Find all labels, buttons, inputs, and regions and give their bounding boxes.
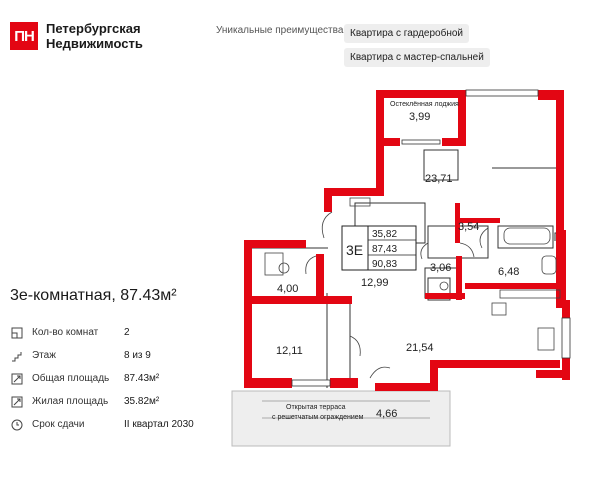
room-area-bedroom-1: 23,71 — [425, 173, 453, 185]
feature-tag-master-bedroom[interactable]: Квартира с мастер-спальней — [344, 48, 490, 67]
room-area-loggia: 3,99 — [409, 111, 431, 123]
feature-tag-wardrobe[interactable]: Квартира с гардеробной — [344, 24, 469, 43]
plan-area-full: 90,83 — [372, 259, 398, 270]
plan-type-box — [342, 226, 416, 270]
floor-plan — [220, 78, 590, 458]
info-value: 35.82м² — [124, 396, 160, 407]
info-value: 8 из 9 — [124, 350, 151, 361]
info-row-rooms — [10, 321, 210, 344]
area-icon — [10, 372, 24, 386]
room-area-bathroom-2: 4,00 — [277, 283, 299, 295]
plan-type: 3Е — [346, 242, 364, 258]
clock-icon — [10, 418, 24, 432]
loggia-label: Остеклённая лоджия — [390, 101, 459, 108]
terrace-label-2: с решетчатым ограждением — [272, 414, 364, 421]
area-icon — [10, 395, 24, 409]
brand-name-line1: Петербургская — [46, 21, 141, 36]
info-value: 87.43м² — [124, 373, 160, 384]
room-area-terrace: 4,66 — [376, 408, 398, 420]
room-area-hall: 12,99 — [361, 277, 389, 289]
info-row-total-area — [10, 367, 210, 390]
plan-area-total: 87,43 — [372, 244, 398, 255]
apartment-title: 3е-комнатная, 87.43м² — [10, 287, 177, 304]
brand-name — [46, 21, 143, 51]
room-area-wc: 3,06 — [430, 262, 452, 274]
info-row-floor — [10, 344, 210, 367]
stairs-icon — [10, 349, 24, 363]
info-label: Жилая площадь — [32, 396, 109, 407]
info-value: II квартал 2030 — [124, 419, 194, 430]
info-row-deadline — [10, 413, 210, 436]
info-label: Кол-во комнат — [32, 327, 99, 338]
room-area-kitchen-living: 21,54 — [406, 342, 434, 354]
plan-area-living: 35,82 — [372, 229, 398, 240]
terrace-label-1: Открытая терраса — [286, 404, 346, 411]
brand-mark: ПН — [10, 22, 38, 50]
brand-logo[interactable] — [10, 21, 143, 51]
room-area-bedroom-2: 12,11 — [276, 345, 303, 357]
brand-name-line2: Недвижимость — [46, 36, 143, 51]
info-label: Этаж — [32, 350, 56, 361]
room-area-bathroom: 6,48 — [498, 266, 520, 278]
floorplan-icon — [10, 326, 24, 340]
floor-plan-drawing — [220, 78, 590, 458]
info-value: 2 — [124, 327, 130, 338]
info-label: Срок сдачи — [32, 419, 85, 430]
apartment-info-list — [10, 321, 210, 436]
room-area-wardrobe: 3,54 — [458, 221, 480, 233]
info-label: Общая площадь — [32, 373, 110, 384]
features-label: Уникальные преимущества — [216, 25, 344, 36]
info-row-living-area — [10, 390, 210, 413]
